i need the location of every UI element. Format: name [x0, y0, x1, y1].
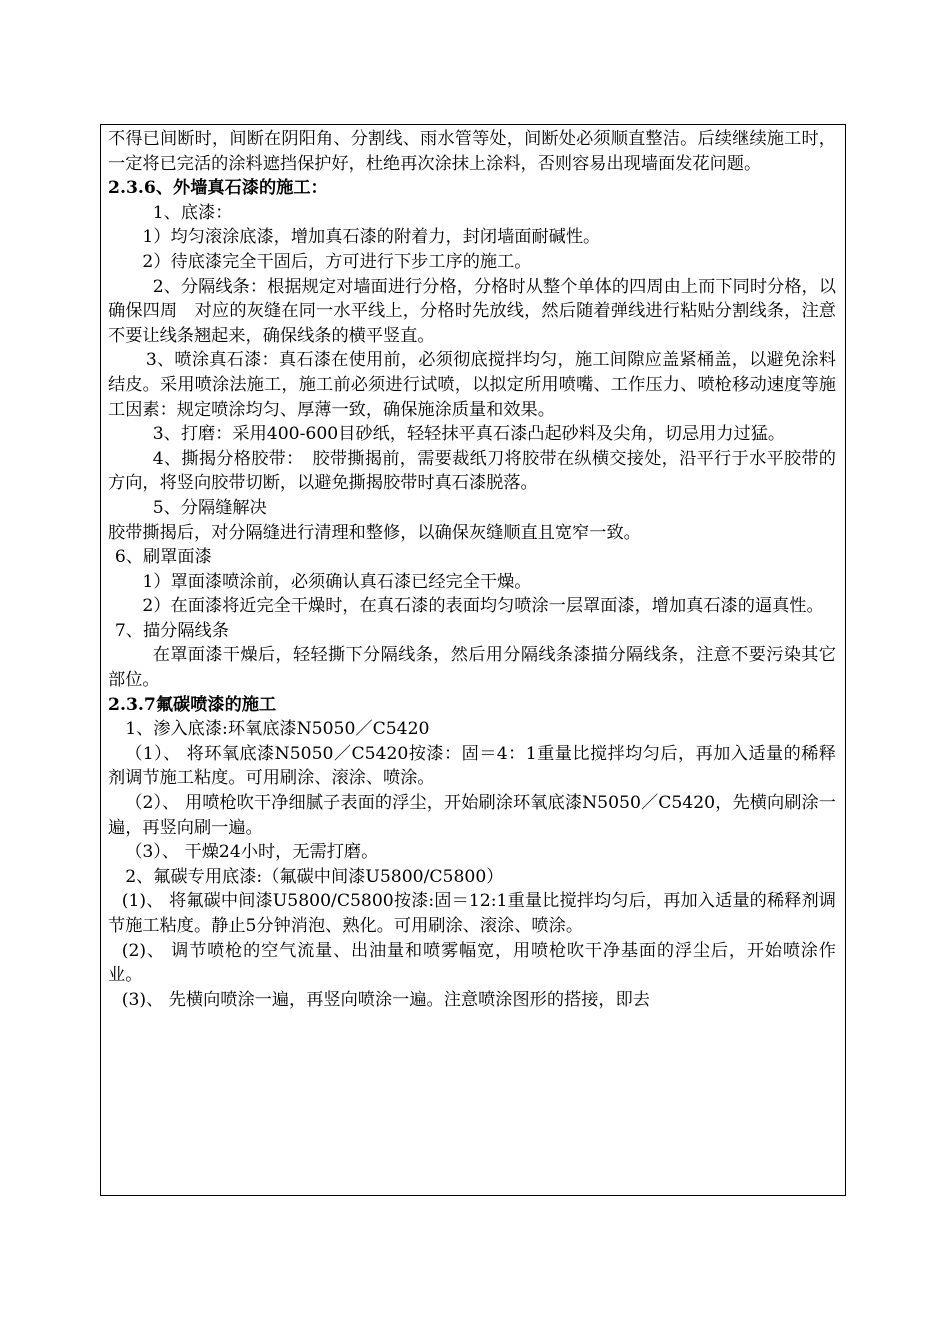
paragraph: 1、渗入底漆:环氧底漆N5050／C5420 [125, 719, 430, 740]
paragraph: 1）罩面漆喷涂前，必须确认真石漆已经完全干燥。 [142, 571, 532, 592]
bordered-text-frame [100, 124, 846, 1196]
section-heading-2-3-6: 2.3.6、外墙真石漆的施工： [108, 178, 328, 199]
paragraph: 2、氟碳专用底漆:（氟碳中间漆U5800/C5800） [125, 866, 504, 887]
paragraph: 4、撕揭分格胶带： 胶带撕揭前，需要裁纸刀将胶带在纵横交接处，沿平行于水平胶带的方向，将竖向胶带切断，以避免撕揭胶带时真石漆脱落。 [108, 448, 836, 494]
paragraph: （2）、 用喷枪吹干净细腻子表面的浮尘，开始刷涂环氧底漆N5050／C5420，先横向刷涂一遍，再竖向刷一遍。 [108, 793, 836, 838]
paragraph: （1）、 将环氧底漆N5050／C5420按漆：固＝4：1重量比搅拌均匀后，再加入适量的稀释剂调节施工粘度。可用刷涂、滚涂、喷涂。 [108, 743, 836, 789]
paragraph: 2）待底漆完全干固后，方可进行下步工序的施工。 [142, 251, 532, 272]
paragraph: （3）、 干燥24小时，无需打磨。 [125, 842, 379, 863]
paragraph: 3、打磨：采用400-600目砂纸，轻轻抹平真石漆凸起砂料及尖角，切忌用力过猛。 [152, 424, 786, 445]
paragraph: 2）在面漆将近完全干燥时，在真石漆的表面均匀喷涂一层罩面漆，增加真石漆的逼真性。 [142, 596, 824, 617]
paragraph: 5、分隔缝解决 [152, 497, 267, 518]
paragraph: 6、刷罩面漆 [114, 547, 212, 568]
paragraph: (2)、 调节喷枪的空气流量、出油量和喷雾幅宽，用喷枪吹干净基面的浮尘后，开始喷涂作业。 [108, 940, 836, 986]
paragraph: 在罩面漆干燥后，轻轻撕下分隔线条，然后用分隔线条漆描分隔线条，注意不要污染其它部位。 [108, 645, 836, 691]
paragraph: (1)、 将氟碳中间漆U5800/C5800按漆:固＝12:1重量比搅拌均匀后，再加入适量的稀释剂调节施工粘度。静止5分钟消泡、熟化。可用刷涂、滚涂、喷涂。 [108, 891, 836, 936]
paragraph: 3、喷涂真石漆：真石漆在使用前，必须彻底搅拌均匀，施工间隙应盖紧桶盖，以避免涂料结皮。采用喷涂法施工，施工前必须进行试喷，以拟定所用喷嘴、工作压力、喷枪移动速度等施工因素：规定喷涂均匀、厚薄一致，确保施涂质量和效果。 [108, 350, 836, 420]
paragraph: 胶带撕揭后，对分隔缝进行清理和整修，以确保灰缝顺直且宽窄一致。 [108, 522, 641, 543]
paragraph: (3)、 先横向喷涂一遍，再竖向喷涂一遍。注意喷涂图形的搭接，即去 [121, 989, 650, 1010]
paragraph: 2、分隔线条：根据规定对墙面进行分格，分格时从整个单体的四周由上而下同时分格，以确保四周 对应的灰缝在同一水平线上，分格时先放线，然后随着弹线进行粘贴分割线条，注意不要让线条翘起来，确保线条的横平竖直。 [108, 276, 836, 346]
paragraph: 1、底漆： [152, 202, 233, 223]
paragraph: 7、描分隔线条 [114, 620, 229, 641]
document-body [101, 125, 845, 1012]
paragraph: 1）均匀滚涂底漆，增加真石漆的附着力，封闭墙面耐碱性。 [142, 227, 601, 248]
paragraph: 不得已间断时，间断在阴阳角、分割线、雨水管等处，间断处必须顺直整洁。后续继续施工时，一定将已完活的涂料遮挡保护好，杜绝再次涂抹上涂料，否则容易出现墙面发花问题。 [108, 129, 836, 174]
section-heading-2-3-7: 2.3.7氟碳喷漆的施工 [108, 694, 277, 715]
